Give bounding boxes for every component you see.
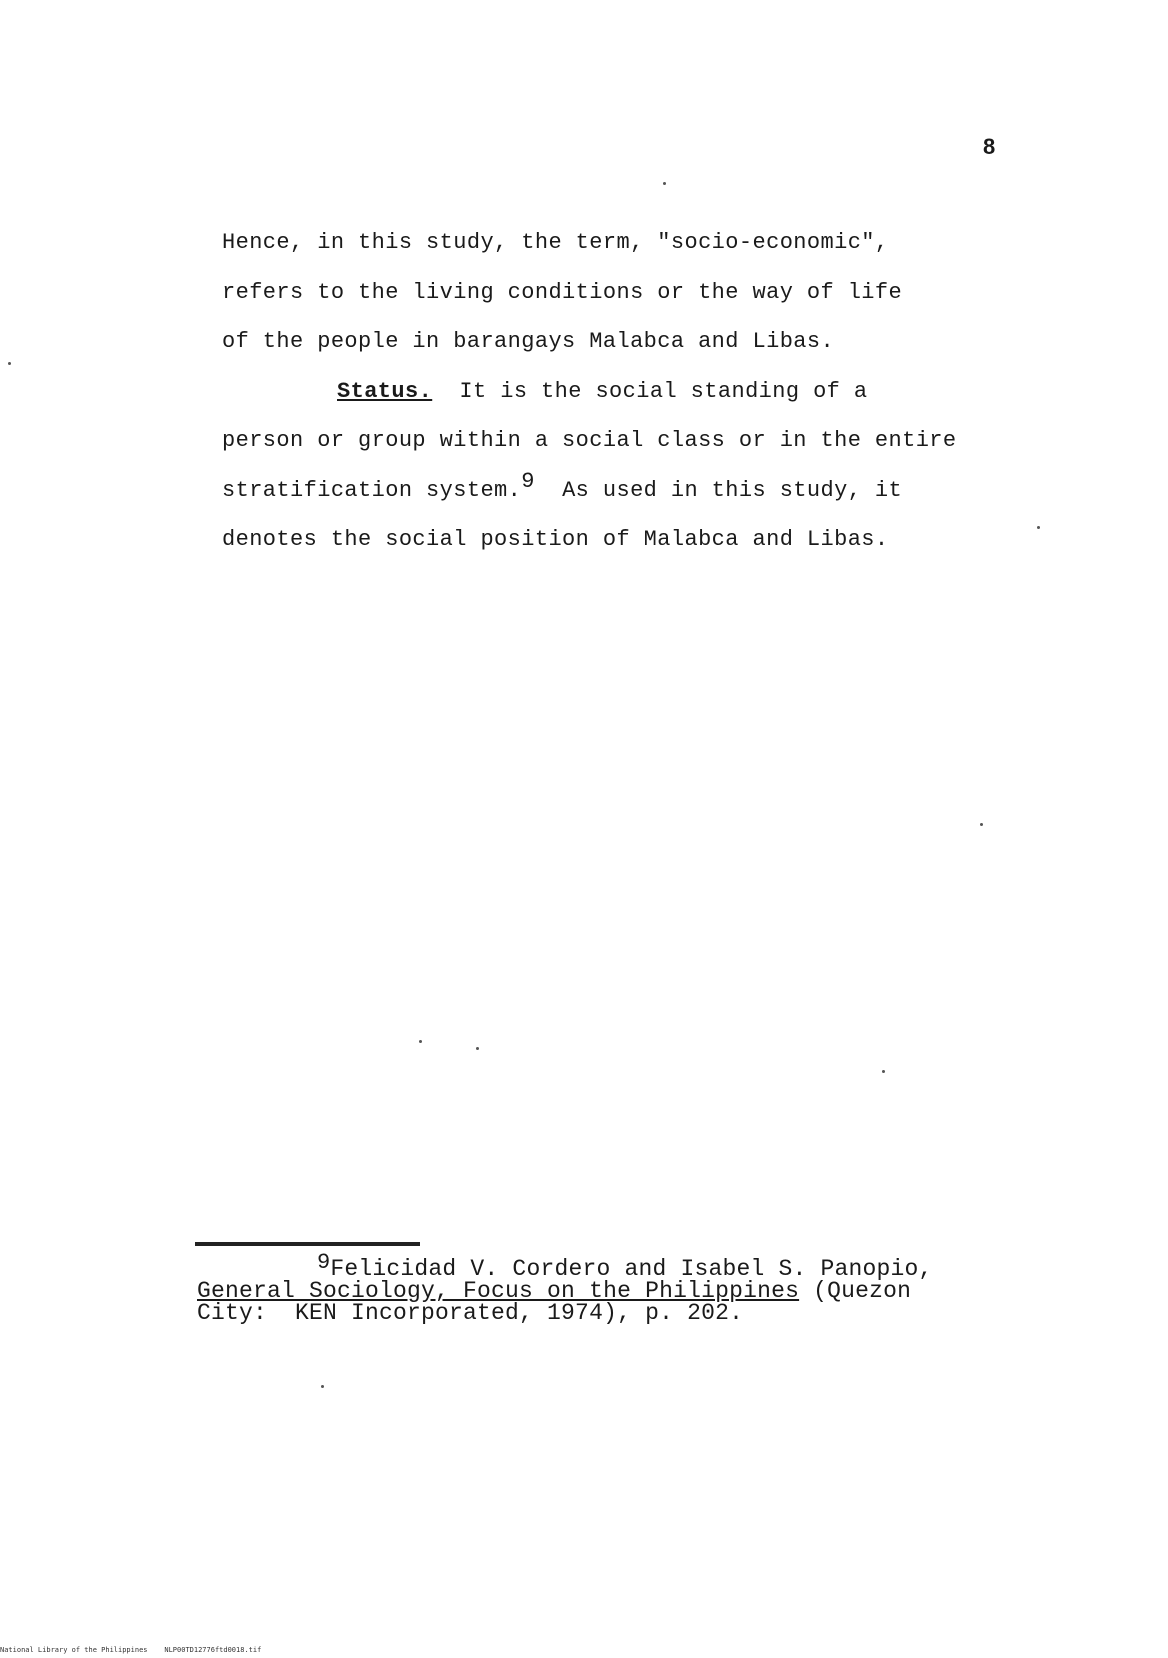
footnote <box>197 1250 1077 1326</box>
paragraph-line: person or group within a social class or in the entire <box>222 428 957 453</box>
defined-term: Status. <box>337 378 433 404</box>
paragraph-line <box>222 466 1042 516</box>
footnote-line: City: KEN Incorporated, 1974), p. 202. <box>197 1300 744 1326</box>
scan-speck <box>980 823 983 826</box>
scan-speck <box>1037 526 1040 529</box>
footnote-line <box>197 1280 1077 1302</box>
page-number: 8 <box>983 134 996 159</box>
footnote-reference: 9 <box>521 468 535 494</box>
paragraph-text: As used in this study, it <box>534 477 903 503</box>
scan-speck <box>663 182 666 185</box>
scan-speck <box>419 1040 422 1043</box>
footnote-marker: 9 <box>317 1250 331 1275</box>
paragraph-line: denotes the social position of Malabca and Libas. <box>222 527 889 552</box>
status-definition-line <box>222 367 1042 417</box>
scan-source: National Library of the Philippines <box>0 1646 148 1654</box>
paragraph-text: It is the social standing of a <box>432 378 868 404</box>
scan-filename: NLP00TD12776ftd0018.tif <box>164 1646 262 1654</box>
paragraph-text: stratification system. <box>222 477 522 503</box>
scan-footer <box>0 1646 261 1654</box>
book-title: General Sociology, Focus on the Philippines <box>197 1278 800 1304</box>
scan-speck <box>882 1070 885 1073</box>
body-text <box>222 218 1042 565</box>
paragraph-line: refers to the living conditions or the way of life <box>222 279 903 305</box>
scan-speck <box>8 362 11 365</box>
paragraph-line: Hence, in this study, the term, "socio-economic", <box>222 230 889 255</box>
footnote-separator <box>195 1242 420 1246</box>
scan-speck <box>476 1047 479 1050</box>
paragraph-line: of the people in barangays Malabca and Libas. <box>222 329 835 354</box>
footnote-text: Felicidad V. Cordero and Isabel S. Panopio, <box>330 1256 933 1282</box>
scan-speck <box>321 1385 324 1388</box>
footnote-line <box>197 1250 1077 1282</box>
footnote-text: (Quezon <box>799 1278 912 1304</box>
